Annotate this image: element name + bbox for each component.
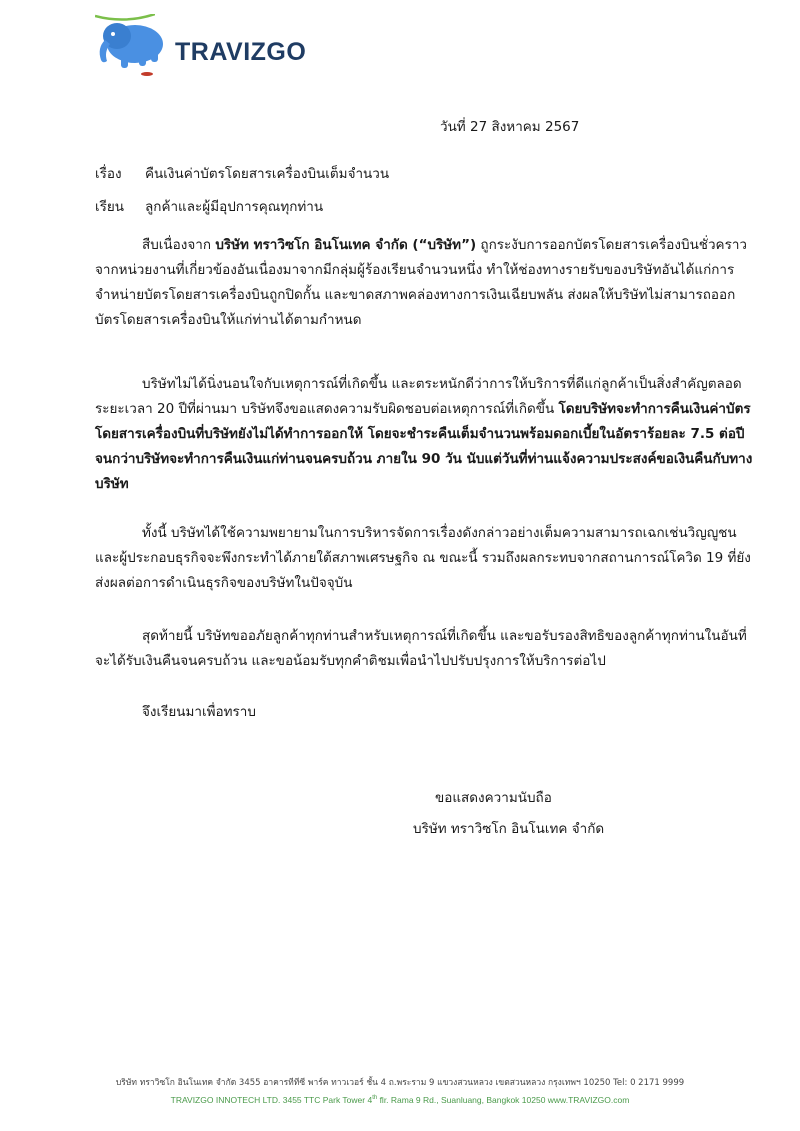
recipient-label: เรียน	[95, 199, 125, 215]
paragraph-2	[95, 372, 755, 497]
p1-text-c: ถูกระงับการออกบัตรโดยสารเครื่องบินชั่วคราวจากหน่วยงานที่เกี่ยวข้องอันเนื่องมาจากมีกลุ่มผู้ร้องเรียนจำนวนหนึ่ง ทำให้ช่องทางรายรับของบริษัทอันได้แก่การจำหน่ายบัตรโดยสารเครื่องบินถูกปิดกั้น และขาดสภาพคล่องทางการเงินเฉียบพลัน ส่งผลให้บริษัทไม่สามารถออกบัตรโดยสารเครื่องบินให้แก่ท่านได้ตามกำหนด	[95, 237, 747, 328]
signature-company: บริษัท ทราวิซโก อินโนเทค จำกัด	[413, 821, 605, 837]
p3-text: ทั้งนี้ บริษัทได้ใช้ความพยายามในการบริหารจัดการเรื่องดังกล่าวอย่างเต็มความสามารถเฉกเช่นวิญญูชนและผู้ประกอบธุรกิจจะพึงกระทำได้ภายใต้สภาพเศรษฐกิจ ณ ขณะนี้ รวมถึงผลกระทบจากสถานการณ์โควิด 19 ที่ยังส่งผลต่อการดำเนินธุรกิจของบริษัทในปัจจุบัน	[95, 525, 751, 591]
paragraph-3	[95, 521, 755, 596]
elephant-icon	[95, 14, 173, 78]
p1-company-name: บริษัท ทราวิซโก อินโนเทค จำกัด (“บริษัท”)	[215, 237, 477, 253]
paragraph-4	[95, 624, 755, 674]
p2-refund-terms: โดยบริษัทจะทำการคืนเงินค่าบัตรโดยสารเครื่องบินที่บริษัทยังไม่ได้ทำการออกให้ โดยจะชำระคืนเต็มจำนวนพร้อมดอกเบี้ยในอัตราร้อยละ 7.5 ต่อปี จนกว่าบริษัทจะทำการคืนเงินแก่ท่านจนครบถ้วน ภายใน 90 วัน นับแต่วันที่ท่านแจ้งความประสงค์ขอเงินคืนกับทางบริษัท	[95, 401, 753, 492]
recipient-text: ลูกค้าและผู้มีอุปการคุณทุกท่าน	[145, 199, 324, 215]
footer-thai-address: บริษัท ทราวิซโก อินโนเทค จำกัด 3455 อาคารทีทีซี พาร์ค ทาวเวอร์ ชั้น 4 ถ.พระราม 9 แขวงสวนหลวง เขตสวนหลวง กรุงเทพฯ 10250 Tel: 0 2171 9999	[115, 1078, 685, 1088]
company-logo	[95, 14, 315, 80]
p1-text-a: สืบเนื่องจาก	[142, 237, 216, 253]
brand-name: TRAVIZGO	[175, 38, 307, 66]
p2-text-a: บริษัทไม่ได้นิ่งนอนใจกับเหตุการณ์ที่เกิดขึ้น และตระหนักดีว่าการให้บริการที่ดีแก่ลูกค้าเป็นสิ่งสำคัญตลอดระยะเวลา 20 ปีที่ผ่านมา บริษัทจึงขอแสดงความรับผิดชอบต่อเหตุการณ์ที่เกิดขึ้น	[95, 376, 742, 417]
p4-text: สุดท้ายนี้ บริษัทขออภัยลูกค้าทุกท่านสำหรับเหตุการณ์ที่เกิดขึ้น และขอรับรองสิทธิของลูกค้าทุกท่านในอันที่จะได้รับเงินคืนจนครบถ้วน และขอน้อมรับทุกคำติชมเพื่อนำไปปรับปรุงการให้บริการต่อไป	[95, 628, 747, 669]
recipient-row	[95, 195, 323, 217]
footer-en-pre: TRAVIZGO INNOTECH LTD. 3455 TTC Park Tower 4	[170, 1095, 373, 1105]
paragraph-1	[95, 233, 755, 333]
footer-en-post: flr. Rama 9 Rd., Suanluang, Bangkok 10250 www.TRAVIZGO.com	[377, 1095, 630, 1105]
closing-text: ขอแสดงความนับถือ	[435, 790, 552, 806]
footer-english-address	[0, 1095, 800, 1105]
letter-date: วันที่ 27 สิงหาคม 2567	[440, 119, 580, 135]
swoosh-icon	[95, 14, 155, 22]
p5-text: จึงเรียนมาเพื่อทราบ	[142, 704, 256, 720]
subject-row	[95, 162, 389, 184]
paragraph-5	[95, 700, 755, 725]
footer-en-sup: th	[372, 1095, 378, 1102]
subject-label: เรื่อง	[95, 166, 122, 182]
subject-text: คืนเงินค่าบัตรโดยสารเครื่องบินเต็มจำนวน	[145, 166, 390, 182]
